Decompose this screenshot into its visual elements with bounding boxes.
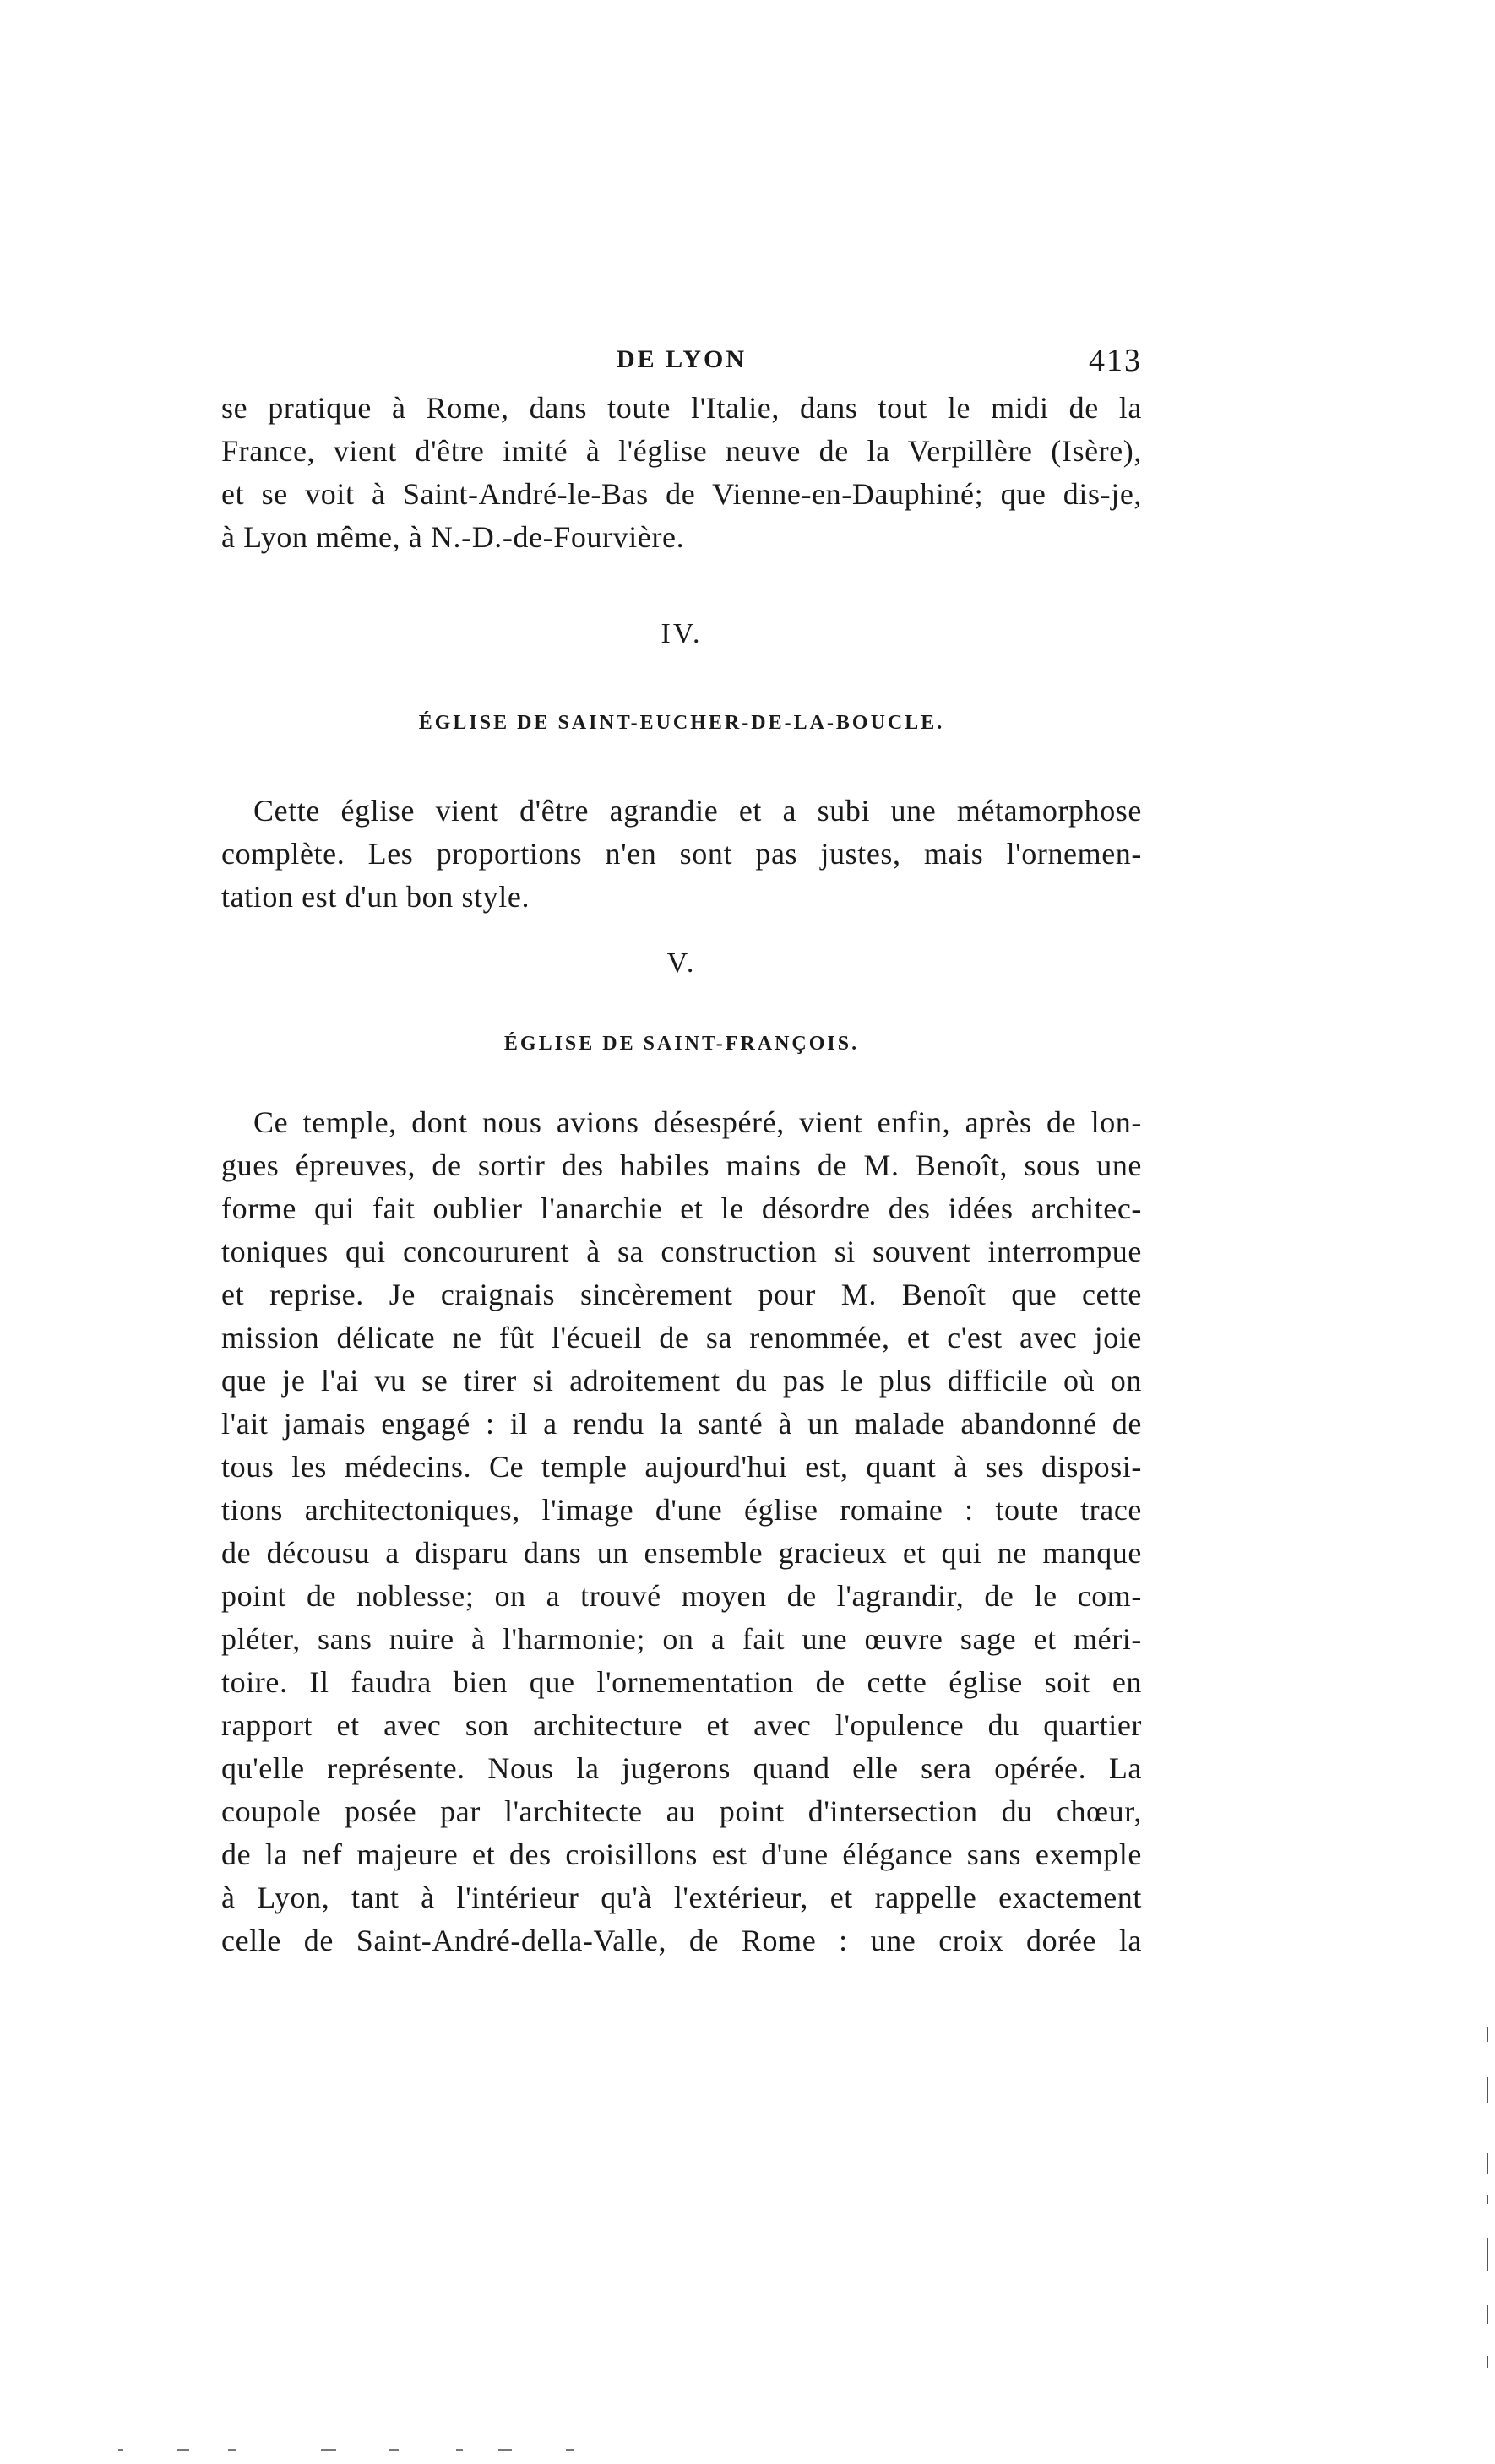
text-line: mission délicate ne fût l'écueil de sa renommée, et c'est avec joie <box>221 1321 1142 1354</box>
text-line: coupole posée par l'architecte au point d'intersection du chœur, <box>221 1794 1142 1828</box>
text-line: gues épreuves, de sortir des habiles mains de M. Benoît, sous une <box>221 1148 1142 1182</box>
text-line: toniques qui concoururent à sa construction si souvent interrompue <box>221 1235 1142 1268</box>
section-title-iv: ÉGLISE DE SAINT-EUCHER-DE-LA-BOUCLE. <box>418 712 945 734</box>
page-number: 413 <box>1089 343 1142 378</box>
text-line: complète. Les proportions n'en sont pas justes, mais l'ornemen- <box>221 837 1142 871</box>
text-line: à Lyon, tant à l'intérieur qu'à l'extérieur, et rappelle exactement <box>221 1881 1142 1914</box>
text-line: tions architectoniques, l'image d'une église romaine : toute trace <box>221 1493 1142 1527</box>
text-line: et se voit à Saint-André-le-Bas de Vienne-en-Dauphiné; que dis-je, <box>221 477 1142 511</box>
text-line: forme qui fait oublier l'anarchie et le désordre des idées architec- <box>221 1191 1142 1225</box>
text-line: celle de Saint-André-della-Valle, de Rome : une croix dorée la <box>221 1924 1142 1957</box>
text-line: et reprise. Je craignais sincèrement pour M. Benoît que cette <box>221 1278 1142 1311</box>
text-line: toire. Il faudra bien que l'ornementation de cette église soit en <box>221 1665 1142 1699</box>
running-title: DE LYON <box>616 345 748 373</box>
text-line: pléter, sans nuire à l'harmonie; on a fait une œuvre sage et méri- <box>221 1622 1142 1656</box>
text-line: France, vient d'être imité à l'église neuve de la Verpillère (Isère), <box>221 434 1142 468</box>
text-line: que je l'ai vu se tirer si adroitement du pas le plus difficile où on <box>221 1364 1142 1398</box>
text-line: Ce temple, dont nous avions désespéré, vient enfin, après de lon- <box>253 1105 1142 1139</box>
section-iv-paragraph <box>221 790 1142 919</box>
text-line: l'ait jamais engagé : il a rendu la santé à un malade abandonné de <box>221 1407 1142 1441</box>
text-line: tous les médecins. Ce temple aujourd'hui est, quant à ses disposi- <box>221 1450 1142 1484</box>
section-numeral-iv: IV. <box>661 618 703 649</box>
section-numeral-v: V. <box>666 947 697 979</box>
scan-edge-marks <box>1487 2027 1490 2381</box>
text-line: tation est d'un bon style. <box>221 880 530 914</box>
text-line: Cette église vient d'être agrandie et a subi une métamorphose <box>253 794 1142 828</box>
text-line: qu'elle représente. Nous la jugerons quand elle sera opérée. La <box>221 1751 1142 1785</box>
running-head <box>221 342 1142 384</box>
text-line: à Lyon même, à N.-D.-de-Fourvière. <box>221 520 685 554</box>
text-line: rapport et avec son architecture et avec l'opulence du quartier <box>221 1708 1142 1742</box>
scan-bottom-specks <box>118 2449 591 2454</box>
text-line: de décousu a disparu dans un ensemble gracieux et qui ne manque <box>221 1536 1142 1570</box>
text-line: de la nef majeure et des croisillons est d'une élégance sans exemple <box>221 1837 1142 1871</box>
text-line: point de noblesse; on a trouvé moyen de l'agrandir, de le com- <box>221 1579 1142 1613</box>
section-v-paragraph <box>221 1101 1142 1962</box>
section-title-v: ÉGLISE DE SAINT-FRANÇOIS. <box>503 1033 860 1055</box>
text-line: se pratique à Rome, dans toute l'Italie, dans tout le midi de la <box>221 391 1142 425</box>
intro-paragraph <box>221 387 1142 559</box>
